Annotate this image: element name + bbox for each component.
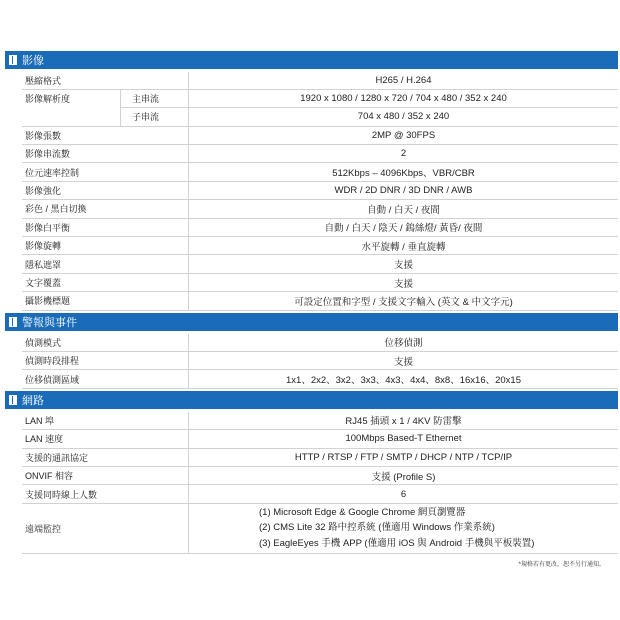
spec-row-camera-title xyxy=(22,292,618,310)
spec-label: 遠端監控 xyxy=(25,523,62,534)
section-title: 網路 xyxy=(22,395,44,408)
spec-value: 支援 xyxy=(188,255,618,272)
spec-row-remote-monitoring xyxy=(22,504,618,554)
spec-value: 704 x 480 / 352 x 240 xyxy=(188,108,618,126)
spec-label: 偵測時段排程 xyxy=(25,356,80,367)
spec-row-detection-schedule xyxy=(22,352,618,370)
spec-row-bitrate-control xyxy=(22,163,618,181)
spec-label: 位移偵測區域 xyxy=(25,374,80,385)
section-rows-video xyxy=(22,72,618,311)
section-rows-network xyxy=(22,412,618,554)
spec-label: LAN 速度 xyxy=(25,434,64,445)
spec-value: 自動 / 白天 / 陰天 / 鎢絲燈/ 黃昏/ 夜間 xyxy=(188,219,618,236)
spec-value: 1920 x 1080 / 1280 x 720 / 704 x 480 / 352 x 240 xyxy=(188,90,618,107)
spec-row-onvif xyxy=(22,467,618,485)
spec-value: 512Kbps – 4096Kbps、VBR/CBR xyxy=(188,163,618,180)
spec-value: 2 xyxy=(188,145,618,162)
spec-sheet xyxy=(5,51,618,556)
spec-row-motion-areas xyxy=(22,370,618,388)
spec-label: 攝影機標題 xyxy=(25,296,71,307)
section-header-network xyxy=(5,391,618,409)
spec-label: 影像串流數 xyxy=(25,149,71,160)
spec-row-protocols xyxy=(22,449,618,467)
spec-row-privacy-mask xyxy=(22,255,618,273)
section-marker-icon xyxy=(9,395,17,405)
spec-label: 彩色 / 黑白切換 xyxy=(25,204,87,215)
spec-label: 影像白平衡 xyxy=(25,222,71,233)
spec-row-frame-rate xyxy=(22,127,618,145)
spec-value: 水平旋轉 / 垂直旋轉 xyxy=(188,237,618,254)
spec-row-detection-mode xyxy=(22,334,618,352)
spec-subrow-sub-stream xyxy=(120,108,618,126)
spec-row-lan-port xyxy=(22,412,618,430)
spec-label: 影像強化 xyxy=(25,186,62,197)
spec-value-line: (1) Microsoft Edge & Google Chrome 網頁瀏覽器 xyxy=(259,506,466,518)
spec-sublabel: 子串流 xyxy=(120,108,188,126)
spec-row-lan-speed xyxy=(22,430,618,448)
spec-value: 支援 (Profile S) xyxy=(188,467,618,484)
spec-subrow-main-stream xyxy=(120,90,618,108)
spec-value: 2MP @ 30FPS xyxy=(188,127,618,144)
section-title: 警報與事件 xyxy=(22,317,77,330)
spec-label: 影像旋轉 xyxy=(25,241,62,252)
spec-sublabel: 主串流 xyxy=(120,90,188,107)
spec-row-image-enhancement xyxy=(22,182,618,200)
spec-row-color-mono-switch xyxy=(22,200,618,218)
spec-row-image-rotation xyxy=(22,237,618,255)
section-title: 影像 xyxy=(22,55,44,67)
spec-value: WDR / 2D DNR / 3D DNR / AWB xyxy=(188,182,618,199)
spec-value-line: (2) CMS Lite 32 路中控系統 (僅適用 Windows 作業系統) xyxy=(259,522,495,534)
spec-label-cell xyxy=(22,90,120,126)
spec-label: 偵測模式 xyxy=(25,337,62,348)
spec-row-white-balance xyxy=(22,219,618,237)
section-marker-icon xyxy=(9,55,17,65)
spec-label: 支援的通訊協定 xyxy=(25,452,89,463)
spec-value: 支援 xyxy=(188,352,618,369)
spec-label: LAN 埠 xyxy=(25,415,55,426)
spec-label: 支援同時線上人數 xyxy=(25,489,98,500)
spec-value: 6 xyxy=(188,485,618,502)
spec-value: 自動 / 白天 / 夜間 xyxy=(188,200,618,217)
spec-label: ONVIF 相容 xyxy=(25,471,74,482)
footnote: *規格若有更改，恕不另行通知。 xyxy=(518,562,605,568)
section-header-video xyxy=(5,51,618,69)
spec-row-resolution xyxy=(22,90,618,127)
spec-label: 隱私遮罩 xyxy=(25,259,62,270)
spec-row-concurrent-users xyxy=(22,485,618,503)
spec-value: 位移偵測 xyxy=(188,334,618,351)
spec-label: 壓縮格式 xyxy=(25,75,62,86)
spec-row-text-overlay xyxy=(22,274,618,292)
spec-value: 支援 xyxy=(188,274,618,291)
spec-row-stream-count xyxy=(22,145,618,163)
spec-value: 1x1、2x2、3x2、3x3、4x3、4x4、8x8、16x16、20x15 xyxy=(188,370,618,387)
section-rows-alarm-events xyxy=(22,334,618,389)
spec-subrows xyxy=(120,90,618,126)
spec-value: 可設定位置和字型 / 支援文字輸入 (英文 & 中文字元) xyxy=(188,292,618,309)
spec-value: H265 / H.264 xyxy=(188,72,618,89)
spec-value: 100Mbps Based-T Ethernet xyxy=(188,430,618,447)
spec-value-lines xyxy=(188,504,618,553)
spec-row-compression-format xyxy=(22,72,618,90)
spec-value: HTTP / RTSP / FTP / SMTP / DHCP / NTP / TCP/IP xyxy=(188,449,618,466)
spec-label: 文字覆蓋 xyxy=(25,278,62,288)
spec-label: 影像張數 xyxy=(25,130,62,141)
spec-label: 位元速率控制 xyxy=(25,167,80,178)
spec-value-line: (3) EagleEyes 手機 APP (僅適用 iOS 與 Android 手機與平板裝置) xyxy=(259,537,535,549)
spec-label: 影像解析度 xyxy=(25,93,71,104)
section-marker-icon xyxy=(9,317,17,327)
section-header-alarm-events xyxy=(5,313,618,331)
spec-value: RJ45 插頭 x 1 / 4KV 防雷擊 xyxy=(188,412,618,429)
